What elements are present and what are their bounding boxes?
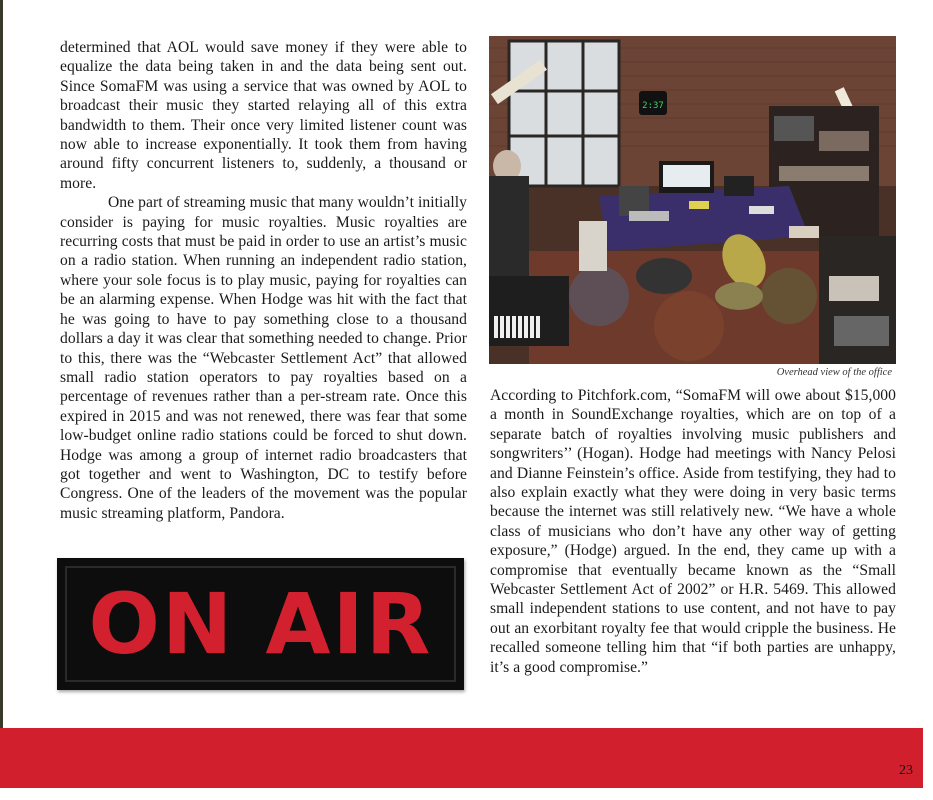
clock-display: 2:37 [642, 101, 664, 111]
paragraph: determined that AOL would save money if they were able to equalize the data being taken in and the data being sent out. Since SomaFM was using a service that was owned by AOL to broadcast their music they started relaying all of this extra bandwidth to them. Their once very limited listener count was now able to increase exponentially. It took them from having around fifty concurrent listeners to, suddenly, a thousand or more. [60, 39, 467, 192]
on-air-sign-text: ON AIR [88, 575, 433, 673]
paragraph: According to Pitchfork.com, “SomaFM will owe about $15,000 a month in SoundExchange royalties, which are on top of a separate batch of royalties involving music publishers and songwriters’’ (Hogan). Hodge had meetings with Nancy Pelosi and Dianne Feinstein’s office. Aside from testifying, they had to also explain exactly what they were doing in very basic terms because the internet was still relatively new. “We have a whole class of musicians who don’t have any other way of getting exposure,” (Hodge) argued. In the end, they came up with a compromise that eventually became known as the “Small Webcaster Settlement Act of 2002” or H.R. 5469. This allowed small independent stations to use content, and not have to pay out an exorbitant royalty fee that would cripple the business. He recalled someone telling him that “if both parties are unhappy, it’s a good compromise.” [490, 387, 896, 676]
left-text-column [60, 38, 467, 523]
on-air-sign [57, 558, 464, 690]
on-air-sign-frame [65, 566, 456, 682]
photo-caption: Overhead view of the office [776, 367, 892, 378]
paragraph: One part of streaming music that many wouldn’t initially consider is paying for music royalties. Music royalties are recurring costs that must be paid in order to use an artist’s music on a radio station. When running an independent radio station, where your sole focus is to play music, paying for royalties can be an alarming expense. When Hodge was hit with the fact that he was going to have to pay something close to a thousand dollars a day it was clear that something needed to change. Prior to this, there was the “Webcaster Settlement Act” that allowed small radio station operators to pay royalties based on a percentage of revenues rather than a per-stream rate. Once this expired in 2015 and was not renewed, there was fear that some low-budget online radio stations could be forced to shut down. Hodge was among a group of internet radio broadcasters that got together and went to Washington, DC to testify before Congress. One of the leaders of the movement was the popular music streaming platform, Pandora. [60, 194, 467, 522]
page-number: 23 [899, 763, 913, 778]
footer-band [0, 728, 923, 788]
right-text-column [490, 386, 896, 677]
office-photo [489, 36, 896, 364]
page-edge [0, 0, 3, 728]
